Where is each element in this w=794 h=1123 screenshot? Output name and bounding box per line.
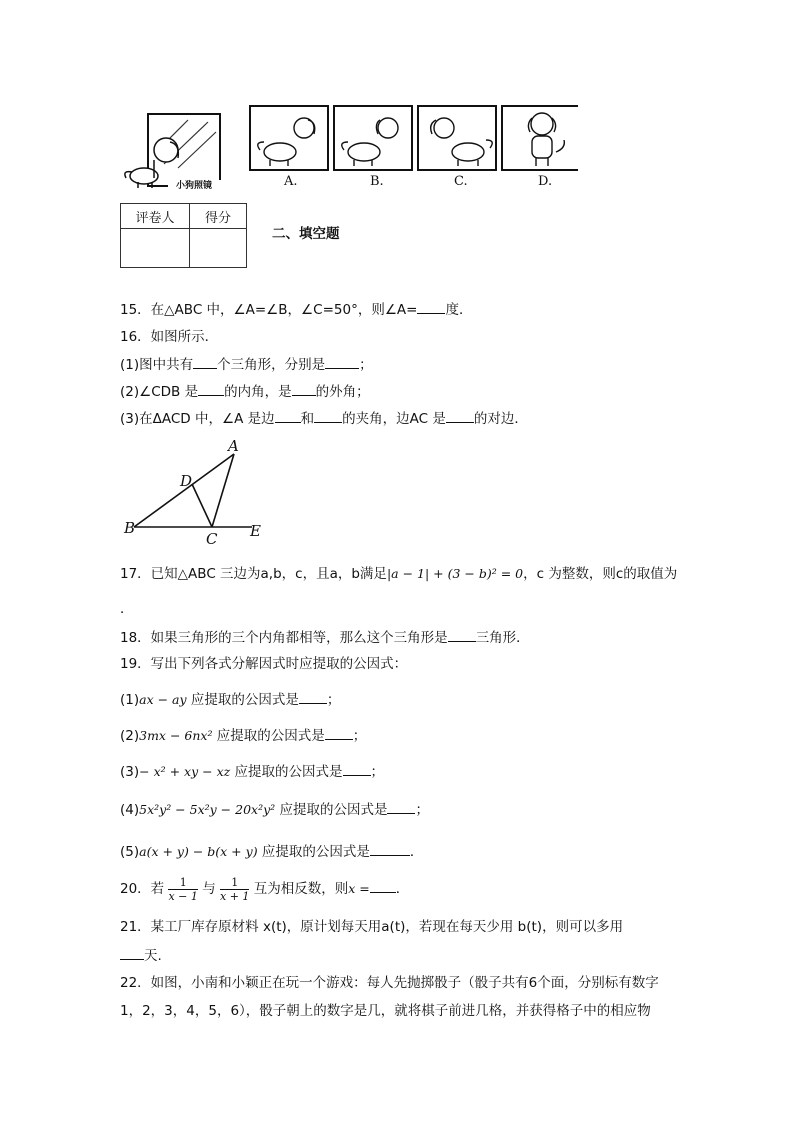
question-16-part-2: (2)∠CDB 是 的内角，是 的外角； <box>120 384 370 400</box>
blank[interactable] <box>370 842 410 856</box>
question-17-end: ． <box>120 601 134 617</box>
question-16-part-1: (1)图中共有 个三角形，分别是 ； <box>120 357 373 373</box>
option-c-label: C. <box>454 174 468 189</box>
segment-dc <box>192 484 212 527</box>
score-table-cell-grader <box>121 229 190 268</box>
blank[interactable] <box>417 300 445 314</box>
option-a-label: A. <box>284 174 298 189</box>
question-15: 15．在△ABC 中，∠A=∠B，∠C=50°，则∠A= 度． <box>120 302 473 318</box>
blank[interactable] <box>193 355 217 369</box>
blank[interactable] <box>370 879 396 893</box>
segment-ac <box>212 454 234 527</box>
question-19-item-5: (5)a(x + y) − b(x + y) 应提取的公因式是 ． <box>120 844 424 860</box>
blank[interactable] <box>448 628 476 642</box>
point-b-label: B <box>124 519 136 537</box>
blank[interactable] <box>343 762 371 776</box>
question-17: 17．已知△ABC 三边为a,b，c，且a，b满足|a − 1| + (3 − b)² = 0，c 为整数，则c的取值为 <box>120 566 678 582</box>
blank[interactable] <box>314 409 342 423</box>
question-16-stem: 16．如图所示． <box>120 329 219 345</box>
option-d-label: D. <box>538 174 553 189</box>
question-19-item-4: (4)5x²y² − 5x²y − 20x²y² 应提取的公因式是 ； <box>120 802 429 818</box>
blank[interactable] <box>325 355 359 369</box>
score-table-header-grader: 评卷人 <box>121 204 190 229</box>
math-expression: |a − 1| + (3 − b)² = 0 <box>386 566 524 581</box>
fraction-2: $\frac{1}{x + 1}$ <box>220 875 250 903</box>
option-b-label: B. <box>370 174 384 189</box>
section-title: 二、填空题 <box>272 226 340 242</box>
score-table-header-score: 得分 <box>190 204 247 229</box>
question-19-stem: 19．写出下列各式分解因式时应提取的公因式： <box>120 656 408 672</box>
segment-ba <box>134 454 234 527</box>
blank[interactable] <box>446 409 474 423</box>
blank[interactable] <box>120 946 144 960</box>
question-22-line-2: 1，2，3，4，5，6），骰子朝上的数字是几，就将棋子前进几格，并获得格子中的相应物 <box>120 1003 651 1019</box>
blank[interactable] <box>325 726 353 740</box>
question-18: 18．如果三角形的三个内角都相等，那么这个三角形是 三角形． <box>120 630 530 646</box>
question-20: 20．若 $\frac{1}{x - 1}$ 与 $\frac{1}{x + 1}$ 互为相反数，则x = ． <box>120 875 410 903</box>
point-d-label: D <box>180 472 193 490</box>
score-table <box>120 203 247 268</box>
blank[interactable] <box>275 409 301 423</box>
question-21-line-2: 天. <box>120 946 162 965</box>
question-19-item-3: (3)− x² + xy − xz 应提取的公因式是 ； <box>120 764 385 780</box>
point-a-label: A <box>228 437 239 455</box>
question-16-part-3: (3)在ΔACD 中，∠A 是边 和 的夹角，边AC 是 的对边． <box>120 411 528 427</box>
point-c-label: C <box>206 530 218 548</box>
question-19-item-1: (1)ax − ay 应提取的公因式是 ； <box>120 692 341 708</box>
score-table-cell-score <box>190 229 247 268</box>
question-21-line-1: 21．某工厂库存原材料 x(t)，原计划每天用a(t)，若现在每天少用 b(t)，则可以多用 <box>120 919 624 935</box>
blank[interactable] <box>292 382 316 396</box>
fraction-1: $\frac{1}{x - 1}$ <box>168 875 198 903</box>
point-e-label: E <box>250 522 261 540</box>
blank[interactable] <box>299 690 327 704</box>
blank[interactable] <box>387 800 415 814</box>
question-22-line-1: 22．如图，小南和小颖正在玩一个游戏：每人先抛掷骰子（骰子共有6个面，分别标有数字 <box>120 975 659 991</box>
blank[interactable] <box>198 382 224 396</box>
question-19-item-2: (2)3mx − 6nx² 应提取的公因式是 ； <box>120 728 367 744</box>
mirror-caption: 小狗照镜 <box>176 181 213 191</box>
